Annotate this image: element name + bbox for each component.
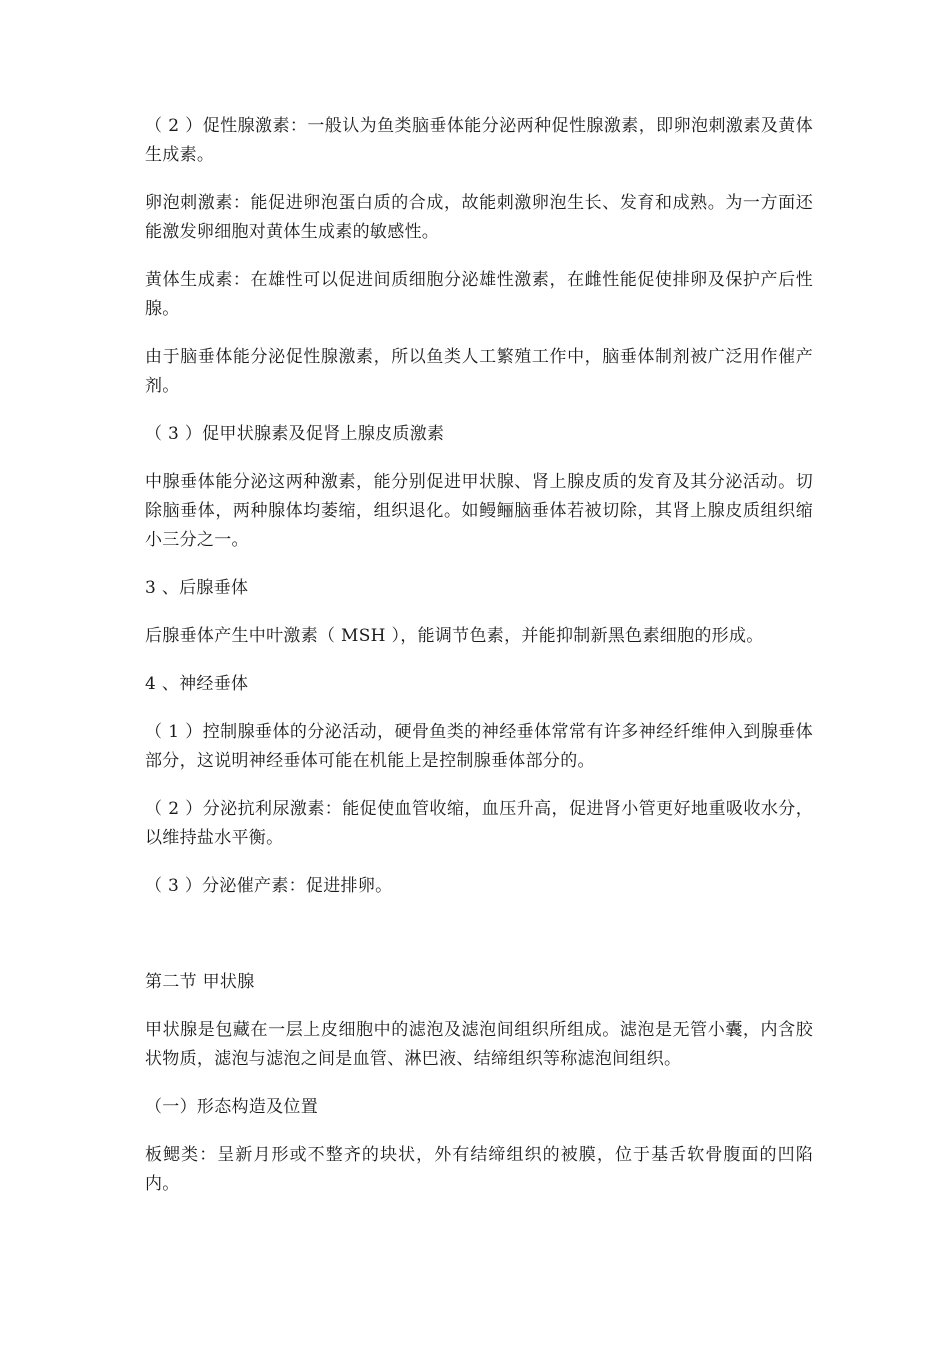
paragraph-lh: 黄体生成素：在雄性可以促进间质细胞分泌雄性激素，在雌性能促使排卵及保护产后性腺。: [145, 270, 813, 319]
paragraph-heading-tsh-acth: （ 3 ）促甲状腺素及促肾上腺皮质激素: [145, 424, 445, 444]
paragraph-oxytocin: （ 3 ）分泌催产素：促进排卵。: [145, 876, 393, 896]
paragraph-gonadotropin: （ 2 ）促性腺激素：一般认为鱼类脑垂体能分泌两种促性腺激素，即卵泡刺激素及黄体生成素。: [145, 116, 813, 165]
document-body: [145, 112, 813, 1218]
paragraph-thyroid-intro: 甲状腺是包藏在一层上皮细胞中的滤泡及滤泡间组织所组成。滤泡是无管小囊，内含胶状物质，滤泡与滤泡之间是血管、淋巴液、结缔组织等称滤泡间组织。: [145, 1020, 813, 1069]
paragraph-elasmobranch: 板鳃类：呈新月形或不整齐的块状，外有结缔组织的被膜，位于基舌软骨腹面的凹陷内。: [145, 1145, 813, 1194]
section-heading-neurohypophysis: 4 、神经垂体: [145, 674, 249, 694]
section-spacer: [145, 920, 813, 968]
paragraph-pituitary-usage: 由于脑垂体能分泌促性腺激素，所以鱼类人工繁殖工作中，脑垂体制剂被广泛用作催产剂。: [145, 347, 813, 396]
paragraph-msh: 后腺垂体产生中叶激素（ MSH ），能调节色素，并能抑制新黑色素细胞的形成。: [145, 626, 764, 646]
section-heading-posterior: 3 、后腺垂体: [145, 578, 249, 598]
subheading-morphology: （一）形态构造及位置: [145, 1097, 318, 1117]
paragraph-adh: （ 2 ）分泌抗利尿激素：能促使血管收缩，血压升高，促进肾小管更好地重吸收水分，以维持盐水平衡。: [145, 799, 813, 848]
chapter-heading-thyroid: 第二节 甲状腺: [145, 972, 255, 992]
paragraph-control: （ 1 ）控制腺垂体的分泌活动，硬骨鱼类的神经垂体常常有许多神经纤维伸入到腺垂体部分，这说明神经垂体可能在机能上是控制腺垂体部分的。: [145, 722, 813, 771]
paragraph-fsh: 卵泡刺激素：能促进卵泡蛋白质的合成，故能刺激卵泡生长、发育和成熟。为一方面还能激发卵细胞对黄体生成素的敏感性。: [145, 193, 813, 242]
paragraph-mid-adenohypophysis: 中腺垂体能分泌这两种激素，能分别促进甲状腺、肾上腺皮质的发育及其分泌活动。切除脑垂体，两种腺体均萎缩，组织退化。如鳗鲡脑垂体若被切除，其肾上腺皮质组织缩小三分之一。: [145, 472, 813, 550]
